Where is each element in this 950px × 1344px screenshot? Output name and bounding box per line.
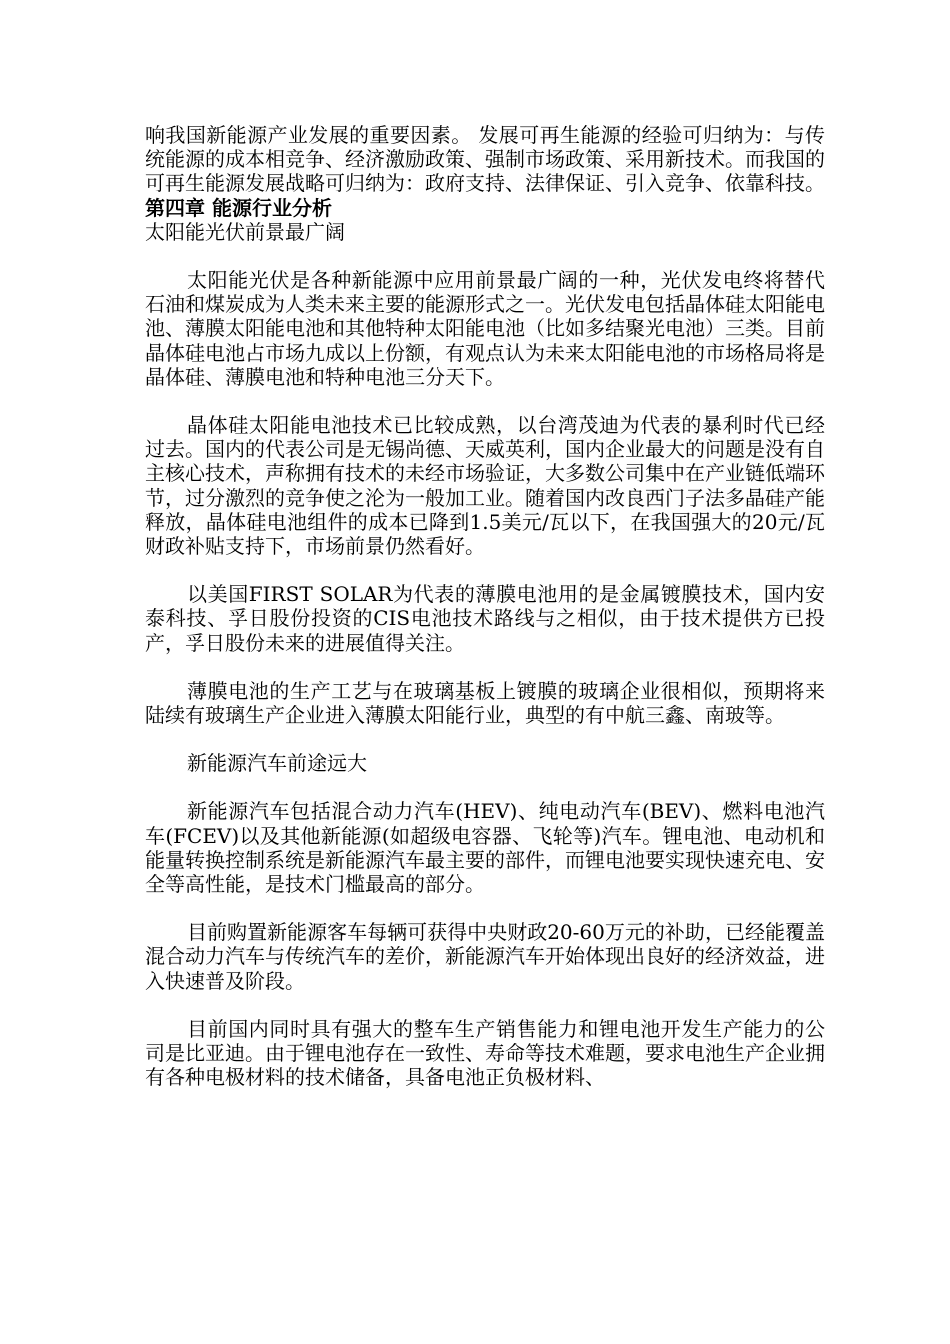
section-title-ev: 新能源汽车前途远大: [187, 751, 367, 776]
body-paragraph: 目前购置新能源客车每辆可获得中央财政20-60万元的补助，已经能覆盖混合动力汽车与传统汽车的差价，新能源汽车开始体现出良好的经济效益，进入快速普及阶段。: [145, 920, 825, 993]
body-paragraph: 晶体硅太阳能电池技术已比较成熟，以台湾茂迪为代表的暴利时代已经过去。国内的代表公司是无锡尚德、天威英利，国内企业最大的问题是没有自主核心技术，声称拥有技术的未经市场验证，大多数公司集中在产业链低端环节，过分激烈的竞争使之沦为一般加工业。随着国内改良西门子法多晶硅产能释放，晶体硅电池组件的成本已降到1.5美元/瓦以下，在我国强大的20元/瓦财政补贴支持下，市场前景仍然看好。: [145, 413, 825, 559]
intro-paragraph: 响我国新能源产业发展的重要因素。 发展可再生能源的经验可归纳为：与传统能源的成本相竞争、经济激励政策、强制市场政策、采用新技术。而我国的可再生能源发展战略可归纳为：政府支持、法律保证、引入竞争、依靠科技。: [145, 123, 825, 196]
body-paragraph: 薄膜电池的生产工艺与在玻璃基板上镀膜的玻璃企业很相似，预期将来陆续有玻璃生产企业进入薄膜太阳能行业，典型的有中航三鑫、南玻等。: [145, 678, 825, 728]
body-paragraph: 新能源汽车包括混合动力汽车(HEV)、纯电动汽车(BEV)、燃料电池汽车(FCEV)以及其他新能源(如超级电容器、飞轮等)汽车。锂电池、电动机和能量转换控制系统是新能源汽车最主要的部件，而锂电池要实现快速充电、安全等高性能，是技术门槛最高的部分。: [145, 799, 825, 897]
section-title-solar: 太阳能光伏前景最广阔: [145, 219, 345, 244]
document-body: [145, 123, 825, 1090]
body-paragraph: 太阳能光伏是各种新能源中应用前景最广阔的一种，光伏发电终将替代石油和煤炭成为人类未来主要的能源形式之一。光伏发电包括晶体硅太阳能电池、薄膜太阳能电池和其他特种太阳能电池（比如多结聚光电池）三类。目前晶体硅电池占市场九成以上份额，有观点认为未来太阳能电池的市场格局将是晶体硅、薄膜电池和特种电池三分天下。: [145, 268, 825, 389]
chapter-heading: 第四章 能源行业分析: [145, 195, 332, 220]
body-paragraph: 目前国内同时具有强大的整车生产销售能力和锂电池开发生产能力的公司是比亚迪。由于锂电池存在一致性、寿命等技术难题，要求电池生产企业拥有各种电极材料的技术储备，具备电池正负极材料、: [145, 1016, 825, 1090]
body-paragraph: 以美国FIRST SOLAR为代表的薄膜电池用的是金属镀膜技术，国内安泰科技、孚日股份投资的CIS电池技术路线与之相似，由于技术提供方已投产，孚日股份未来的进展值得关注。: [145, 582, 825, 655]
